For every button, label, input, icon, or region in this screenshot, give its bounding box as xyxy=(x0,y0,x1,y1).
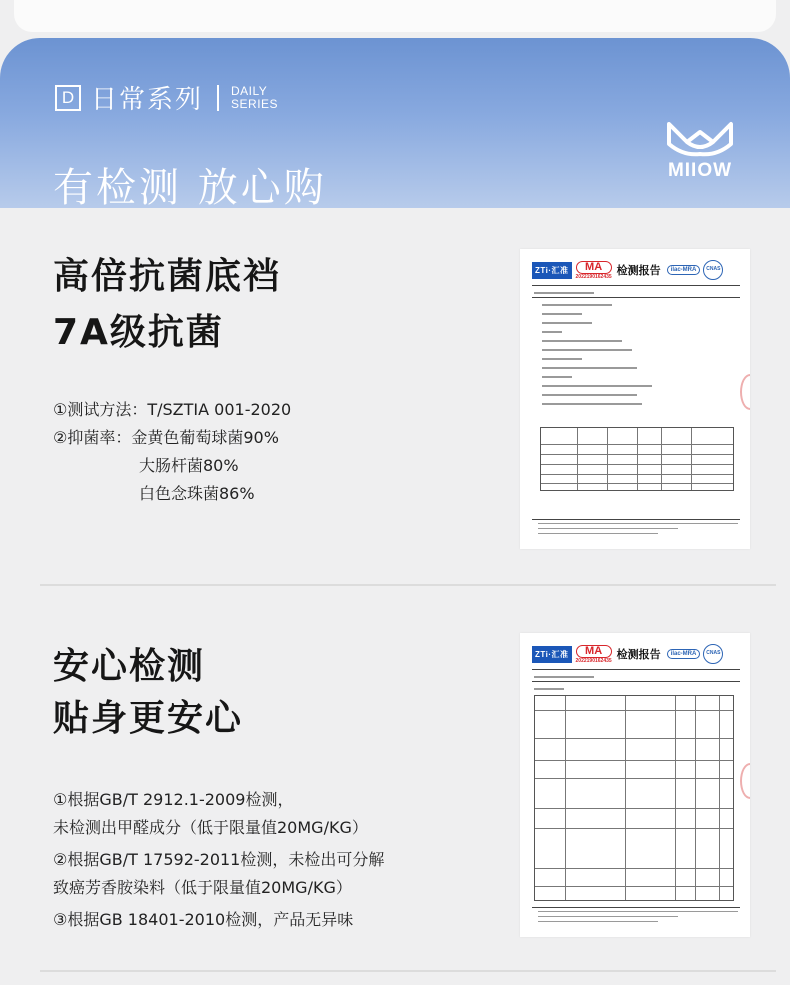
report-title: 检测报告 xyxy=(616,649,661,661)
series-divider xyxy=(217,85,219,111)
report-text-line xyxy=(542,322,592,324)
report-text-line xyxy=(542,349,632,351)
report-rule xyxy=(532,285,740,286)
cnas-logo: CNAS xyxy=(703,644,723,664)
report-rule xyxy=(532,907,740,908)
banner-headline: 有检测 放心购 xyxy=(53,165,327,208)
report-text-line xyxy=(542,358,582,360)
report-seal xyxy=(740,763,750,799)
report-header xyxy=(532,641,747,667)
list-item: ①根据GB/T 2912.1-2009检测， xyxy=(53,790,294,809)
section2-title-line1: 安心检测 xyxy=(53,646,206,687)
report-text-line xyxy=(534,688,564,690)
series-letter-box: D xyxy=(55,85,81,111)
report-header xyxy=(532,257,747,283)
report-title: 检测报告 xyxy=(616,265,661,277)
list-item: ②抑菌率：金黄色葡萄球菌90% xyxy=(53,428,279,447)
report-text-line xyxy=(534,292,594,294)
test-report-image-2 xyxy=(520,633,750,937)
report-text-line xyxy=(534,676,594,678)
ma-mark xyxy=(576,645,612,664)
report-rule xyxy=(532,297,740,298)
report-rule xyxy=(532,669,740,670)
section1-list xyxy=(53,396,291,508)
report-text-line xyxy=(542,340,622,342)
report-footer-line xyxy=(538,523,738,524)
report-footer-line xyxy=(538,528,678,529)
report-text-line xyxy=(542,376,572,378)
series-banner xyxy=(0,38,790,208)
report-text-line xyxy=(542,331,562,333)
report-text-line xyxy=(542,367,637,369)
previous-card-edge xyxy=(14,0,776,32)
cat-ears-icon xyxy=(663,120,737,158)
ma-number: 2022190162435 xyxy=(575,657,612,664)
report-text-line xyxy=(542,304,612,306)
series-name: 日常系列 xyxy=(91,85,204,115)
section1-title-line2: 7A级抗菌 xyxy=(53,312,224,353)
list-item: 致癌芳香胺染料（低于限量值20MG/KG） xyxy=(53,878,352,897)
ilac-logo: ilac-MRA xyxy=(667,265,701,275)
report-table xyxy=(540,427,734,491)
brand-name: MIIOW xyxy=(667,160,733,181)
report-footer-line xyxy=(538,916,678,917)
report-text-line xyxy=(542,394,637,396)
report-footer-line xyxy=(538,911,738,912)
section-divider xyxy=(40,584,776,586)
list-item: ①测试方法：T/SZTIA 001-2020 xyxy=(53,400,292,419)
series-english-line2: SERIES xyxy=(231,96,279,111)
report-rule xyxy=(532,519,740,520)
list-item: 大肠杆菌80% xyxy=(139,456,239,475)
ma-mark xyxy=(576,261,612,280)
list-item: ②根据GB/T 17592-2011检测，未检出可分解 xyxy=(53,850,385,869)
section2-title-line2: 贴身更安心 xyxy=(53,698,244,739)
section1-title-line1: 高倍抗菌底裆 xyxy=(53,256,282,297)
brand-logo xyxy=(660,120,740,182)
ma-logo: MA xyxy=(576,645,612,658)
report-text-line xyxy=(542,313,582,315)
report-rule xyxy=(532,681,740,682)
list-item: 未检测出甲醛成分（低于限量值20MG/KG） xyxy=(53,818,368,837)
test-report-image-1 xyxy=(520,249,750,549)
list-item: 白色念珠菌86% xyxy=(139,484,255,503)
report-text-line xyxy=(542,385,652,387)
section2-list xyxy=(53,786,384,934)
report-footer-line xyxy=(538,921,658,922)
cnas-logo: CNAS xyxy=(703,260,723,280)
series-label xyxy=(55,79,278,116)
series-english-line1: DAILY xyxy=(231,83,268,98)
report-seal xyxy=(740,374,750,410)
report-text-line xyxy=(542,403,642,405)
report-table xyxy=(534,695,734,901)
series-english xyxy=(231,85,278,111)
ma-logo: MA xyxy=(576,261,612,274)
ilac-logo: ilac-MRA xyxy=(667,649,701,659)
report-footer-line xyxy=(538,533,658,534)
zti-logo: ZTi·汇准 xyxy=(532,262,572,279)
list-item: ③根据GB 18401-2010检测，产品无异味 xyxy=(53,910,354,929)
ma-number: 2022190162435 xyxy=(575,273,612,280)
section-divider xyxy=(40,970,776,972)
zti-logo: ZTi·汇准 xyxy=(532,646,572,663)
